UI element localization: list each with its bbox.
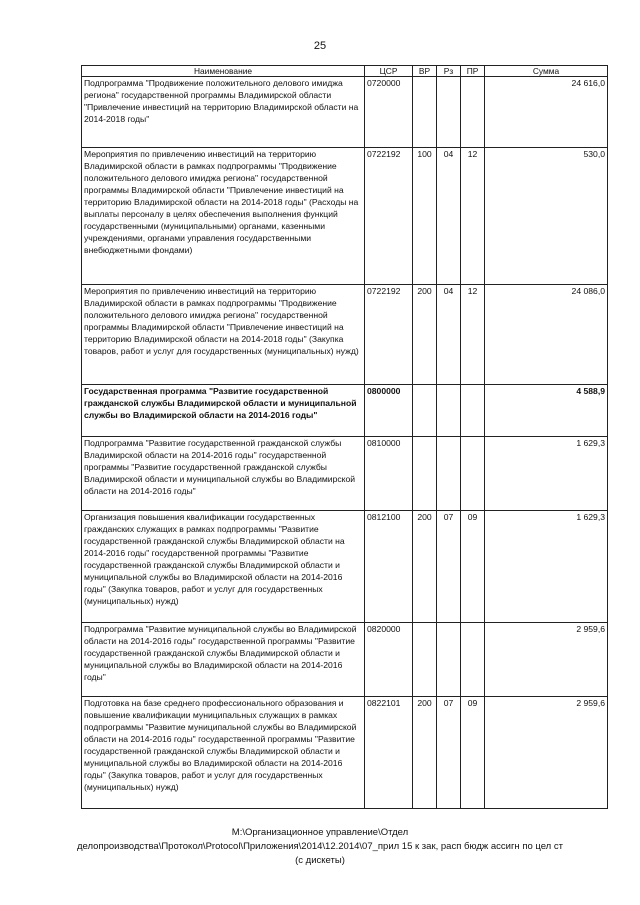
- footer-line: (с дискеты): [295, 855, 345, 866]
- row-name: Государственная программа "Развитие государственной гражданской службы Владимирской области и муниципальной службы во Владимирской области на 2014-2016 годы": [82, 385, 365, 437]
- row-vr: 100: [413, 148, 437, 285]
- row-csr: 0720000: [365, 77, 413, 148]
- row-sum: 1 629,3: [485, 511, 608, 623]
- row-vr: [413, 437, 437, 511]
- row-rz: 04: [437, 148, 461, 285]
- row-name: Мероприятия по привлечению инвестиций на территорию Владимирской области в рамках подпрограммы "Продвижение положительного делового имиджа региона" государственной программы Владимирской области "Привлечение инвестиций на территорию Владимирской области на 2014-2018 годы" (Расходы на выплаты персоналу в целях обеспечения выполнения функций государственными (муниципальными) органами, казенными учреждениями, органами управления государственными внебюджетными фондами): [82, 148, 365, 285]
- row-csr: 0822101: [365, 697, 413, 809]
- row-name: Мероприятия по привлечению инвестиций на территорию Владимирской области в рамках подпрограммы "Продвижение положительного делового имиджа региона" государственной программы Владимирской области "Привлечение инвестиций на территорию Владимирской области на 2014-2018 годы" (Закупка товаров, работ и услуг для государственных (муниципальных) нужд): [82, 285, 365, 385]
- row-vr: 200: [413, 697, 437, 809]
- row-pr: 09: [461, 511, 485, 623]
- file-path-footer: [0, 826, 640, 868]
- table-row: [82, 511, 608, 623]
- table-row: [82, 385, 608, 437]
- row-rz: 04: [437, 285, 461, 385]
- row-sum: 1 629,3: [485, 437, 608, 511]
- row-pr: [461, 385, 485, 437]
- row-sum: 24 616,0: [485, 77, 608, 148]
- header-pr: ПР: [461, 66, 485, 77]
- row-pr: 09: [461, 697, 485, 809]
- row-rz: [437, 77, 461, 148]
- header-sum: Сумма: [485, 66, 608, 77]
- row-pr: 12: [461, 285, 485, 385]
- row-name: Организация повышения квалификации государственных гражданских служащих в рамках подпрограммы "Развитие государственной гражданской службы Владимирской области на 2014-2016 годы" государственной программы "Развитие государственной гражданской службы Владимирской области и муниципальной службы во Владимирской области на 2014-2016 годы" (Закупка товаров, работ и услуг для государственных (муниципальных) нужд): [82, 511, 365, 623]
- budget-table: [81, 65, 608, 809]
- footer-line: М:\Организационное управление\Отдел: [231, 827, 409, 838]
- row-pr: 12: [461, 148, 485, 285]
- page-number: 25: [313, 40, 327, 52]
- row-name: Подпрограмма "Продвижение положительного делового имиджа региона" государственной программы Владимирской области "Привлечение инвестиций на территорию Владимирской области на 2014-2018 годы": [82, 77, 365, 148]
- row-rz: [437, 437, 461, 511]
- table-row: [82, 148, 608, 285]
- row-vr: [413, 623, 437, 697]
- row-csr: 0722192: [365, 285, 413, 385]
- table-row: [82, 623, 608, 697]
- header-name: Наименование: [82, 66, 365, 77]
- row-pr: [461, 77, 485, 148]
- footer-line: делопроизводства\Протокол\Protocol\Приложения\2014\12.2014\07_прил 15 к зак, расп бюдж ассигн по цел ст: [77, 841, 563, 852]
- row-sum: 2 959,6: [485, 623, 608, 697]
- header-csr: ЦСР: [365, 66, 413, 77]
- row-vr: [413, 77, 437, 148]
- row-pr: [461, 623, 485, 697]
- row-sum: 2 959,6: [485, 697, 608, 809]
- row-rz: 07: [437, 511, 461, 623]
- row-rz: [437, 623, 461, 697]
- header-rz: Рз: [437, 66, 461, 77]
- row-name: Подпрограмма "Развитие государственной гражданской службы Владимирской области на 2014-2016 годы" государственной программы "Развитие государственной гражданской службы Владимирской области и муниципальной службы во Владимирской области на 2014-2016 годы": [82, 437, 365, 511]
- row-sum: 4 588,9: [485, 385, 608, 437]
- row-sum: 530,0: [485, 148, 608, 285]
- row-name: Подготовка на базе среднего профессионального образования и повышение квалификации муниципальных служащих в рамках подпрограммы "Развитие муниципальной службы во Владимирской области на 2014-2016 годы" государственной программы "Развитие государственной гражданской службы Владимирской области и муниципальной службы во Владимирской области на 2014-2016 годы" (Закупка товаров, работ и услуг для государственных (муниципальных) нужд): [82, 697, 365, 809]
- table-row: [82, 77, 608, 148]
- row-pr: [461, 437, 485, 511]
- table-row: [82, 285, 608, 385]
- row-csr: 0810000: [365, 437, 413, 511]
- row-sum: 24 086,0: [485, 285, 608, 385]
- row-name: Подпрограмма "Развитие муниципальной службы во Владимирской области на 2014-2016 годы" государственной программы "Развитие государственной гражданской службы Владимирской области и муниципальной службы во Владимирской области на 2014-2016 годы": [82, 623, 365, 697]
- row-csr: 0820000: [365, 623, 413, 697]
- row-vr: 200: [413, 285, 437, 385]
- table-header-row: [82, 66, 608, 77]
- row-vr: [413, 385, 437, 437]
- row-csr: 0722192: [365, 148, 413, 285]
- row-vr: 200: [413, 511, 437, 623]
- row-rz: 07: [437, 697, 461, 809]
- table-row: [82, 437, 608, 511]
- row-rz: [437, 385, 461, 437]
- row-csr: 0812100: [365, 511, 413, 623]
- row-csr: 0800000: [365, 385, 413, 437]
- table-row: [82, 697, 608, 809]
- header-vr: ВР: [413, 66, 437, 77]
